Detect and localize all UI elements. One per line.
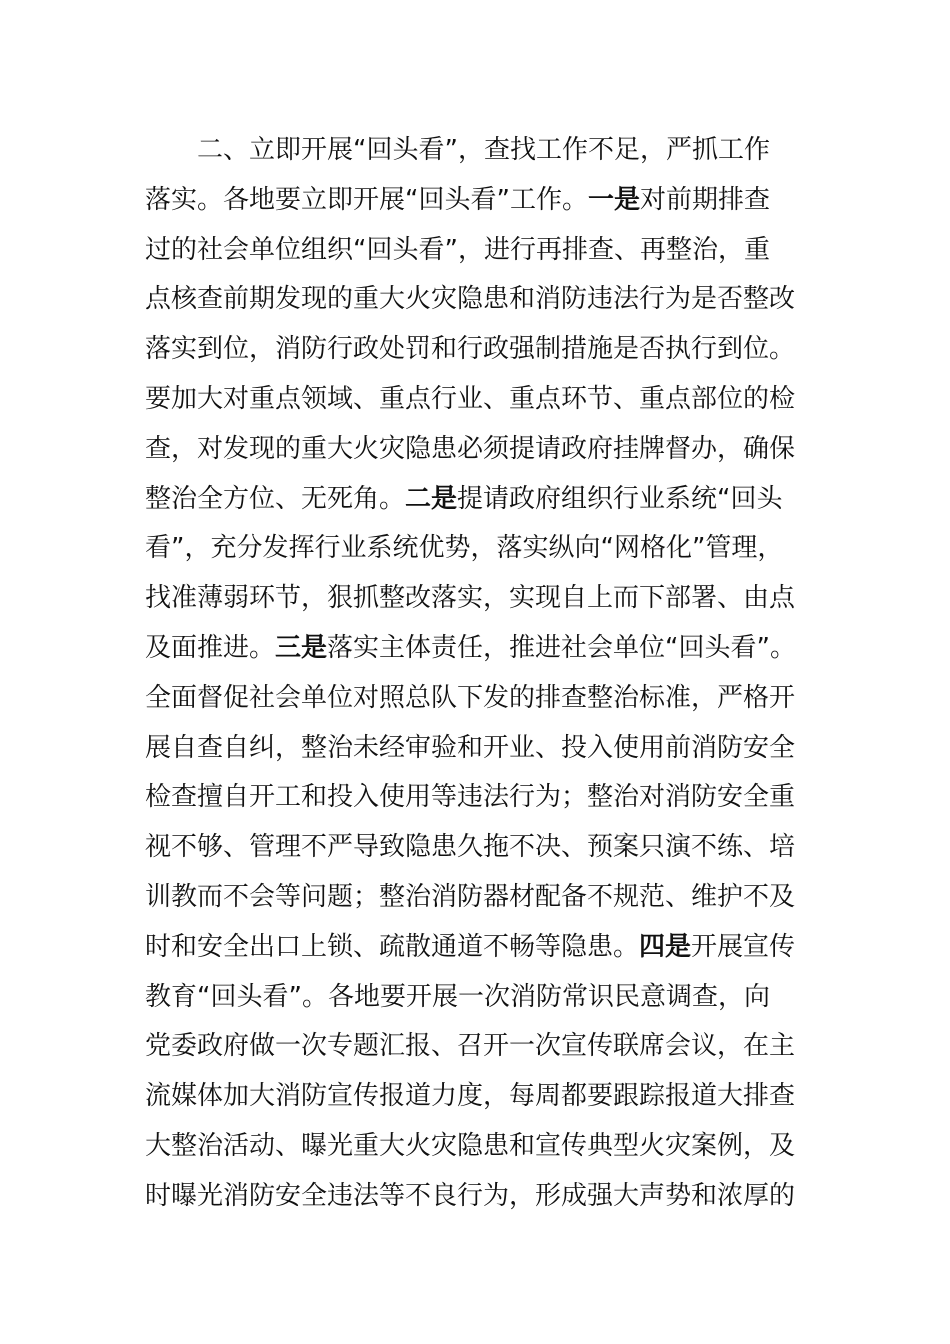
text-segment: 过的社会单位组织“回头看”，进行再排查、再整治，重	[145, 234, 770, 265]
text-segment: 提请政府组织行业系统“回头	[457, 483, 783, 514]
text-line	[145, 724, 805, 774]
text-line	[145, 475, 805, 525]
bold-text-segment: 三是	[275, 632, 328, 663]
text-segment: 点核查前期发现的重大火灾隐患和消防违法行为是否整改	[145, 284, 796, 315]
bold-text-segment: 一是	[587, 184, 640, 215]
body-paragraph	[145, 126, 805, 1222]
text-line	[145, 574, 805, 624]
text-segment: 落实。各地要立即开展“回头看”工作。	[145, 184, 588, 215]
text-segment: 对前期排查	[639, 184, 770, 215]
text-line	[145, 624, 805, 674]
text-segment: 训教而不会等问题；整治消防器材配备不规范、维护不及	[145, 881, 796, 912]
text-segment: 流媒体加大消防宣传报道力度，每周都要跟踪报道大排查	[145, 1081, 796, 1112]
text-segment: 检查擅自开工和投入使用等违法行为；整治对消防安全重	[145, 782, 796, 813]
text-line	[145, 375, 805, 425]
text-line	[145, 1172, 805, 1222]
text-line	[145, 1072, 805, 1122]
text-segment: 落实到位，消防行政处罚和行政强制措施是否执行到位。	[145, 334, 796, 365]
text-line	[145, 524, 805, 574]
text-line	[145, 674, 805, 724]
text-segment: 及面推进。	[145, 632, 276, 663]
text-line	[145, 325, 805, 375]
text-line	[145, 823, 805, 873]
bold-text-segment: 二是	[405, 483, 458, 514]
text-segment: 党委政府做一次专题汇报、召开一次宣传联席会议，在主	[145, 1031, 796, 1062]
text-line	[145, 126, 805, 176]
text-segment: 查，对发现的重大火灾隐患必须提请政府挂牌督办，确保	[145, 433, 796, 464]
text-segment: 开展宣传	[691, 931, 796, 962]
text-segment: 时和安全出口上锁、疏散通道不畅等隐患。	[145, 931, 640, 962]
text-segment: 落实主体责任，推进社会单位“回头看”。	[327, 632, 796, 663]
text-line	[145, 1122, 805, 1172]
text-segment: 看”，充分发挥行业系统优势，落实纵向“网格化”管理，	[145, 533, 784, 564]
text-line	[145, 1022, 805, 1072]
text-line	[145, 226, 805, 276]
text-segment: 时曝光消防安全违法等不良行为，形成强大声势和浓厚的	[145, 1180, 796, 1211]
text-line	[145, 275, 805, 325]
text-segment: 教育“回头看”。各地要开展一次消防常识民意调查，向	[145, 981, 770, 1012]
text-line	[145, 923, 805, 973]
text-segment: 视不够、管理不严导致隐患久拖不决、预案只演不练、培	[145, 832, 796, 863]
text-line	[145, 176, 805, 226]
text-segment: 大整治活动、曝光重大火灾隐患和宣传典型火灾案例，及	[145, 1130, 796, 1161]
text-segment: 找准薄弱环节，狠抓整改落实，实现自上而下部署、由点	[145, 583, 796, 614]
text-line	[145, 873, 805, 923]
text-segment: 全面督促社会单位对照总队下发的排查整治标准，严格开	[145, 682, 796, 713]
text-segment: 要加大对重点领域、重点行业、重点环节、重点部位的检	[145, 383, 796, 414]
text-segment: 二、立即开展“回头看”，查找工作不足，严抓工作	[197, 135, 770, 165]
bold-text-segment: 四是	[639, 931, 692, 962]
text-segment: 整治全方位、无死角。	[145, 483, 406, 514]
text-line	[145, 973, 805, 1023]
text-line	[145, 425, 805, 475]
text-segment: 展自查自纠，整治未经审验和开业、投入使用前消防安全	[145, 732, 796, 763]
text-line	[145, 773, 805, 823]
